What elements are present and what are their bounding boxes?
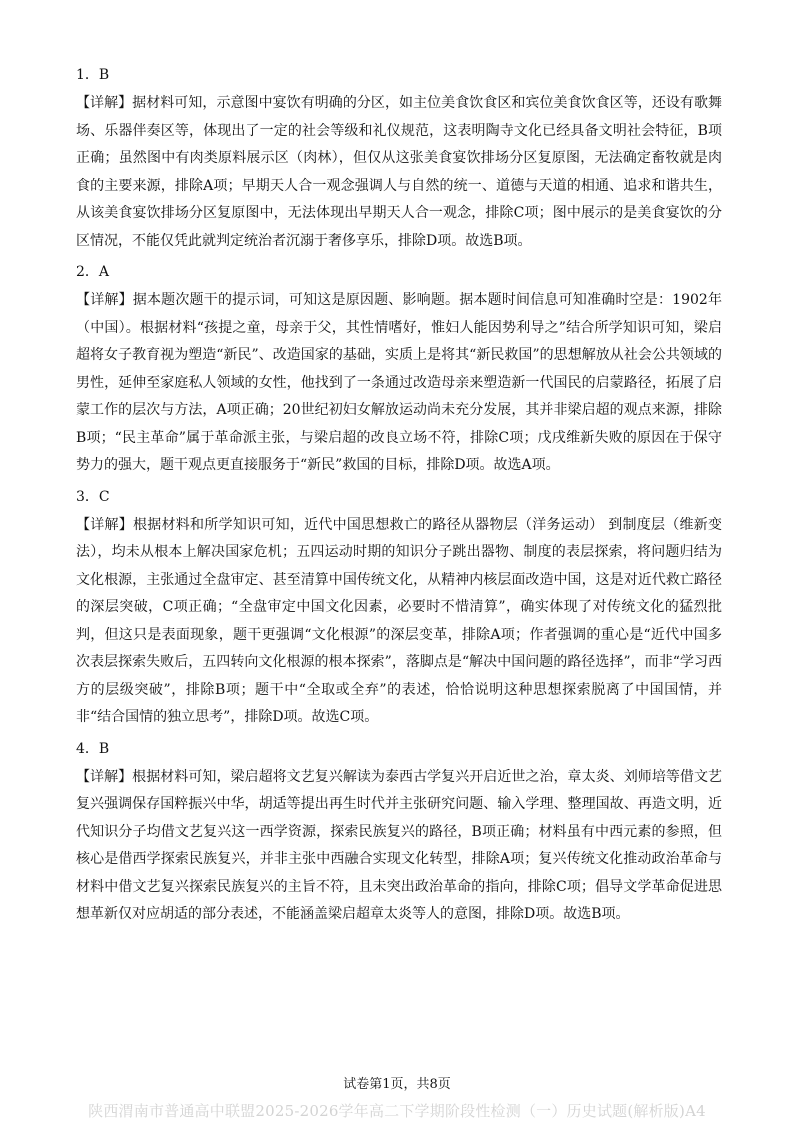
question-explanation: 【详解】根据材料可知，梁启超将文艺复兴解读为泰西古学复兴开启近世之治，章太炎、刘师培等借文艺复兴强调保存国粹振兴中华，胡适等提出再生时代并主张研究问题、输入学理、整理国故、再造文明，近代知识分子均借文艺复兴这一西学资源，探索民族复兴的路径，B项正确；材料虽有中西元素的参照，但核心是借西学探索民族复兴，并非主张中西融合实现文化转型，排除A项；复兴传统文化推动政治革命与材料中借文艺复兴探索民族复兴的主旨不符，且未突出政治革命的指向，排除C项；倡导文学革命促进思想革新仅对应胡适的部分表述，不能涵盖梁启超章太炎等人的意图，排除D项。故选B项。 bbox=[76, 768, 722, 922]
question-1 bbox=[76, 62, 722, 255]
question-explanation: 【详解】根据材料和所学知识可知，近代中国思想救亡的路径从器物层（洋务运动） 到制度层（维新变法），均未从根本上解决国家危机；五四运动时期的知识分子跳出器物、制度的表层探索，将问题归结为文化根源，主张通过全盘审定、甚至清算中国传统文化，从精神内核层面改造中国，这是对近代救亡路径的深层突破，C项正确；“全盘审定中国文化因素，必要时不惜清算”，确实体现了对传统文化的猛烈批判，但这只是表面现象，题干更强调“文化根源”的深层变革，排除A项；作者强调的重心是“近代中国多次表层探索失败后，五四转向文化根源的根本探索”，落脚点是“解决中国问题的路径选择”，而非“学习西方的层级突破”，排除B项；题干中“全取或全弃”的表述，恰恰说明这种思想探索脱离了中国国情，并非“结合国情的独立思考”，排除D项。故选C项。 bbox=[76, 516, 722, 725]
question-4 bbox=[76, 736, 722, 929]
question-explanation: 【详解】据材料可知，示意图中宴饮有明确的分区，如主位美食饮食区和宾位美食饮食区等，还设有歌舞场、乐器伴奏区等，体现出了一定的社会等级和礼仪规范，这表明陶寺文化已经具备文明社会特征，B项正确；虽然图中有肉类原料展示区（肉林），但仅从这张美食宴饮排场分区复原图，无法确定畜牧就是肉食的主要来源，排除A项；早期天人合一观念强调人与自然的统一、道德与天道的相通、追求和谐共生，从该美食宴饮排场分区复原图中，无法体现出早期天人合一观念，排除C项；图中展示的是美食宴饮的分区情况，不能仅凭此就判定统治者沉溺于奢侈享乐，排除D项。故选B项。 bbox=[76, 95, 722, 249]
question-number: 2．A bbox=[76, 264, 110, 280]
question-2 bbox=[76, 259, 722, 480]
page-footer: 试卷第1页，共8页 bbox=[343, 1077, 451, 1092]
question-explanation: 【详解】据本题次题干的提示词，可知这是原因题、影响题。据本题时间信息可知准确时空是：1902年（中国）。根据材料“孩提之童，母亲于父，其性情嗜好，惟妇人能因势利导之”结合所学知识可知，梁启超将女子教育视为塑造“新民”、改造国家的基础，实质上是将其“新民救国”的思想解放从社会公共领域的男性，延伸至家庭私人领域的女性，他找到了一条通过改造母亲来塑造新一代国民的启蒙路径，拓展了启蒙工作的层次与方法，A项正确；20世纪初妇女解放运动尚未充分发展，其并非梁启超的观点来源，排除B项；“民主革命”属于革命派主张，与梁启超的改良立场不符，排除C项；戊戌维新失败的原因在于保守势力的强大，题干观点更直接服务于“新民”救国的目标，排除D项。故选A项。 bbox=[76, 292, 722, 473]
question-number: 4．B bbox=[76, 740, 110, 757]
question-number: 3．C bbox=[76, 488, 110, 505]
question-number: 1．B bbox=[76, 67, 110, 83]
answer-explanations bbox=[76, 62, 722, 933]
question-3 bbox=[76, 484, 722, 732]
watermark: 陕西渭南市普通高中联盟2025-2026学年高二下学期阶段性检测（一）历史试题(解析版)A4 bbox=[88, 1102, 706, 1120]
